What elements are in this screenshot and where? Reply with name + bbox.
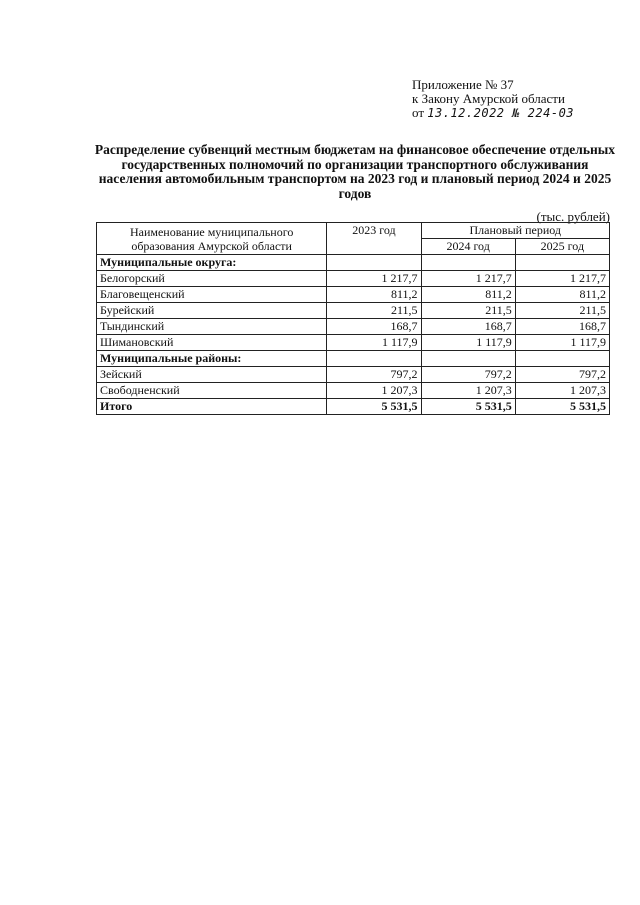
appendix-number: Приложение № 37	[412, 77, 514, 92]
table-row	[97, 367, 610, 383]
row-2023: 1 117,9	[327, 335, 421, 351]
header-2024: 2024 год	[421, 239, 515, 255]
row-2024: 811,2	[421, 287, 515, 303]
row-name: Свободненский	[97, 383, 327, 399]
row-2023: 1 207,3	[327, 383, 421, 399]
section-label: Муниципальные округа:	[97, 255, 327, 271]
row-2024: 797,2	[421, 367, 515, 383]
distribution-table	[96, 222, 610, 415]
row-2025: 168,7	[515, 319, 609, 335]
header-2025: 2025 год	[515, 239, 609, 255]
appendix-block	[412, 78, 574, 120]
appendix-law: к Закону Амурской области	[412, 91, 565, 106]
total-2023: 5 531,5	[327, 399, 421, 415]
appendix-date-prefix: от	[412, 105, 425, 120]
header-planned: Плановый период	[421, 223, 609, 239]
row-2024: 1 217,7	[421, 271, 515, 287]
row-2025: 1 117,9	[515, 335, 609, 351]
row-2024: 168,7	[421, 319, 515, 335]
row-name: Белогорский	[97, 271, 327, 287]
row-2025: 1 207,3	[515, 383, 609, 399]
section-row	[97, 255, 610, 271]
table-row	[97, 271, 610, 287]
row-2025: 1 217,7	[515, 271, 609, 287]
row-2023: 811,2	[327, 287, 421, 303]
table-row	[97, 335, 610, 351]
table-header-row	[97, 223, 610, 239]
row-2024: 211,5	[421, 303, 515, 319]
section-label: Муниципальные районы:	[97, 351, 327, 367]
row-2025: 811,2	[515, 287, 609, 303]
row-2023: 1 217,7	[327, 271, 421, 287]
appendix-date-line	[412, 106, 574, 120]
total-label: Итого	[97, 399, 327, 415]
total-2025: 5 531,5	[515, 399, 609, 415]
total-row	[97, 399, 610, 415]
row-name: Тындинский	[97, 319, 327, 335]
table-row	[97, 303, 610, 319]
row-name: Шимановский	[97, 335, 327, 351]
units-label: (тыс. рублей)	[536, 209, 610, 224]
row-name: Бурейский	[97, 303, 327, 319]
table-row	[97, 287, 610, 303]
appendix-handwritten-date: 13.12.2022 № 224-03	[427, 106, 575, 120]
table-row	[97, 383, 610, 399]
row-2023: 797,2	[327, 367, 421, 383]
row-2025: 211,5	[515, 303, 609, 319]
row-2024: 1 117,9	[421, 335, 515, 351]
row-2023: 168,7	[327, 319, 421, 335]
header-2023: 2023 год	[327, 223, 421, 255]
row-2024: 1 207,3	[421, 383, 515, 399]
row-name: Зейский	[97, 367, 327, 383]
row-2023: 211,5	[327, 303, 421, 319]
header-name: Наименование муниципального образования Амурской области	[97, 223, 327, 255]
row-2025: 797,2	[515, 367, 609, 383]
section-row	[97, 351, 610, 367]
total-2024: 5 531,5	[421, 399, 515, 415]
row-name: Благовещенский	[97, 287, 327, 303]
document-title: Распределение субвенций местным бюджетам на финансовое обеспечение отдельных государственных полномочий по организации транспортного обслуживания населения автомобильным транспортом на 2023 год и плановый период 2024 и 2025 годов	[94, 142, 616, 201]
table-row	[97, 319, 610, 335]
